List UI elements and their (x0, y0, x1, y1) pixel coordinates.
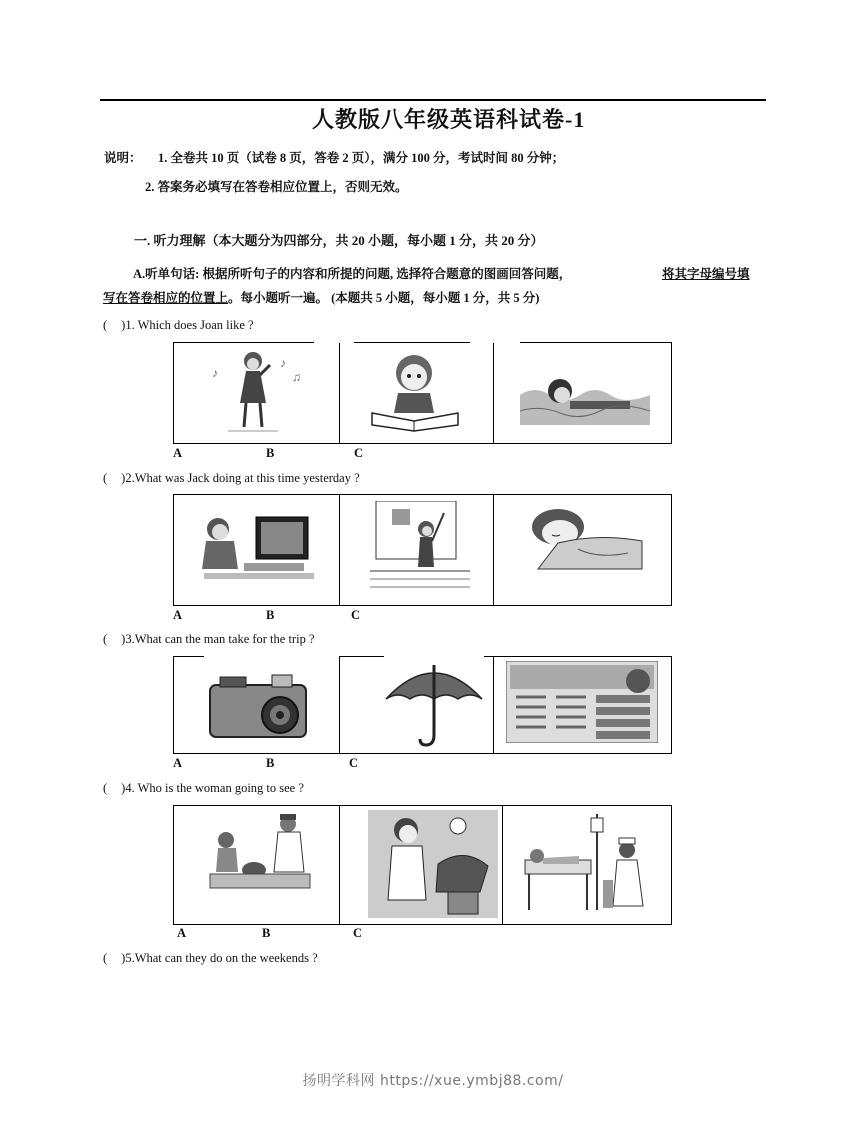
option-3a-image[interactable] (174, 657, 340, 753)
instructions-label: 说明： (104, 151, 142, 165)
answer-blank-open[interactable]: ( (103, 318, 108, 332)
option-2c-image[interactable] (494, 495, 671, 605)
part-a-underlined-1: 将其字母编号填 (662, 267, 750, 281)
svg-text:♫: ♫ (292, 370, 301, 384)
svg-text:♪: ♪ (212, 366, 218, 380)
boy-sleeping-icon (518, 499, 648, 579)
option-label-a[interactable]: A (173, 446, 183, 460)
top-rule (100, 99, 766, 101)
question-1 (103, 318, 254, 333)
boy-at-computer-icon (194, 509, 324, 589)
question-2-text: )2.What was Jack doing at this time yesterday ? (121, 471, 360, 485)
boy-cleaning-window-icon (370, 501, 470, 593)
question-5-text: )5.What can they do on the weekends ? (121, 951, 318, 965)
question-3-text: )3.What can the man take for the trip ? (121, 632, 315, 646)
option-4a-image[interactable] (174, 806, 340, 924)
vet-with-pet-icon (208, 812, 318, 896)
option-2b-image[interactable] (340, 495, 493, 605)
question-2-image-grid (173, 494, 672, 606)
girl-swimming-icon (520, 365, 650, 435)
option-label-a[interactable]: A (177, 926, 187, 940)
question-3 (103, 632, 315, 647)
answer-blank-open[interactable]: ( (103, 471, 108, 485)
svg-text:♪: ♪ (280, 356, 286, 370)
question-4-image-grid (173, 805, 672, 925)
option-3c-image[interactable] (494, 657, 671, 753)
part-a-rest: 。每小题听一遍。 (本题共 5 小题，每小题 1 分，共 5 分) (228, 291, 540, 305)
nurse-with-patient-icon (517, 810, 657, 918)
page-title: 人教版八年级英语科试卷-1 (312, 107, 586, 132)
option-label-b[interactable]: B (266, 446, 275, 460)
option-3b-image[interactable] (340, 657, 493, 753)
footer-watermark: 扬明学科网 https://xue.ymbj88.com/ (302, 1073, 564, 1089)
instructions-line-1: 1. 全卷共 10 页（试卷 8 页，答卷 2 页），满分 100 分，考试时间 80 分钟； (158, 151, 565, 165)
option-label-a[interactable]: A (173, 608, 183, 622)
question-5 (103, 951, 318, 966)
question-1-image-grid (173, 342, 672, 444)
answer-blank-open[interactable]: ( (103, 781, 108, 795)
option-label-b[interactable]: B (266, 608, 275, 622)
answer-blank-open[interactable]: ( (103, 632, 108, 646)
section-heading: 一. 听力理解（本大题分为四部分，共 20 小题，每小题 1 分，共 20 分） (134, 233, 544, 248)
instructions-line-2: 2. 答案务必填写在答卷相应位置上，否则无效。 (145, 180, 408, 194)
option-label-a[interactable]: A (173, 756, 183, 770)
question-4-text: )4. Who is the woman going to see ? (121, 781, 304, 795)
banknotes-icon (506, 661, 658, 743)
option-1a-image[interactable] (174, 343, 340, 443)
option-1b-image[interactable] (340, 343, 493, 443)
dentist-icon (368, 810, 498, 918)
question-2 (103, 471, 360, 486)
umbrella-icon (384, 659, 484, 749)
part-a-line-2 (103, 288, 539, 306)
option-label-c[interactable]: C (351, 608, 361, 622)
option-label-c[interactable]: C (353, 926, 363, 940)
option-2a-image[interactable] (174, 495, 340, 605)
option-label-c[interactable]: C (349, 756, 359, 770)
girl-singing-icon (198, 347, 318, 437)
option-4c-image[interactable] (503, 806, 671, 924)
option-1c-image[interactable] (494, 343, 671, 443)
girl-reading-book-icon (362, 347, 472, 437)
option-label-b[interactable]: B (266, 756, 275, 770)
option-label-c[interactable]: C (354, 446, 364, 460)
option-label-b[interactable]: B (262, 926, 271, 940)
part-a-intro: A.听单句话: 根据所听句子的内容和所提的问题, 选择符合题意的图画回答问题， (133, 267, 572, 281)
question-1-text: )1. Which does Joan like ? (121, 318, 254, 332)
part-a-underlined-2: 写在答卷相应的位置上 (103, 291, 229, 305)
question-4 (103, 781, 304, 796)
camera-icon (206, 671, 316, 741)
option-4b-image[interactable] (340, 806, 502, 924)
answer-blank-open[interactable]: ( (103, 951, 108, 965)
question-3-image-grid (173, 656, 672, 754)
